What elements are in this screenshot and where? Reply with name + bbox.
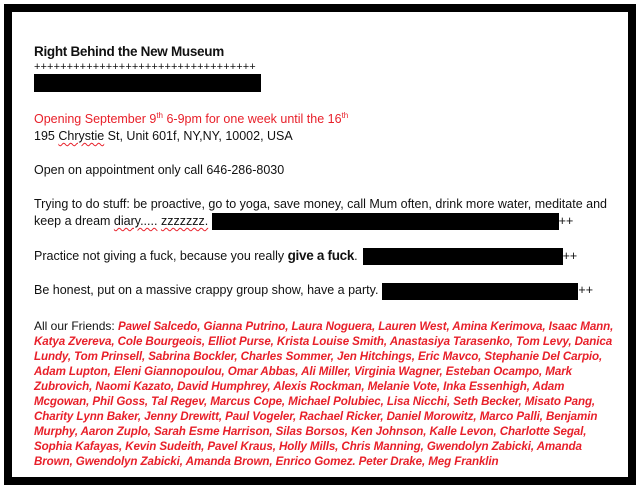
opening-ordinal-2: th [341,110,349,120]
plus-separator: ++++++++++++++++++++++++++++++++++ [34,61,256,73]
trying-text: Trying to do stuff: be proactive, go to yoga, save money, call Mum often, drink more water, meditate and keep a dream [34,197,607,228]
address-line [34,128,614,145]
honest-trail: ++ [578,283,594,298]
trying-paragraph [34,196,614,230]
redaction-bar-trying [212,213,559,230]
redaction-bar-top [34,74,261,92]
honest-line [34,282,614,299]
address-street: Chrystie [58,129,105,143]
redaction-bar-honest [382,283,578,300]
friends-names: Pawel Salcedo, Gianna Putrino, Laura Noguera, Lauren West, Amina Kerimova, Isaac Mann, Katya Zvereva, Cole Bourgeois, Elliot Purse, Krista Louise Smith, Anastasiya Tarasenko, Tom Levy, Danica Lundy, Tom Prinsell, Sabrina Bockler, Charles Sommer, Jen Hitchings, Eric Mavco, Stephanie Del Carpio, Adam Lupton, Eleni Giannopoulou, Omar Abbas, Ali Miller, Virginia Wagner, Esteban Ocampo, Mark Zubrovich, Naomi Kazato, David Humphrey, Alexis Rockman, Melanie Vote, Inka Essenhigh, Adam Mcgowan, Phil Goss, Tal Regev, Marcus Cope, Michael Polubiec, Lisa Nicchi, Seth Becker, Misato Pang, Charity Lynn Baker, Jenny Drewitt, Paul Vogeler, Rachael Ricker, Daniel Morowitz, Marco Palli, Benjamin Murphy, Aaron Zuplo, Sarah Esme Harrison, Silas Borsos, Ken Johnson, Kalle Levon, Charlotte Segal, Sophia Kafayas, Kevin Sudeith, Pavel Kraus, Holly Mills, Chris Manning, Gwendolyn Zabicki, Amanda Brown, Gwendolyn Zabicki, Amanda Brown, Enrico Gomez. Peter Drake, Meg Franklin [34,319,614,468]
trying-trail: ++ [558,214,574,228]
practice-trail: ++ [562,249,578,264]
practice-period: . [354,249,358,264]
opening-ordinal-1: th [156,110,163,120]
practice-bold: give a fuck [287,248,355,264]
opening-line [34,111,614,128]
address-prefix: 195 [34,129,59,143]
practice-text: Practice not giving a fuck, because you really [34,249,288,264]
appointment-line: Open on appointment only call 646-286-8030 [34,163,285,177]
honest-text: Be honest, put on a massive crappy group show, have a party. [34,283,379,298]
document-frame [4,4,636,485]
practice-line [34,247,614,265]
trying-zz: zzzzzzz. [160,214,209,228]
opening-middle: 6-9pm for one week until the 16 [162,112,342,126]
document-title: Right Behind the New Museum [34,44,224,59]
address-rest: St, Unit 601f, NY,NY, 10002, USA [104,129,293,143]
friends-label: All our Friends: [34,318,119,333]
document-content [34,44,614,469]
opening-prefix: Opening September 9 [34,112,157,126]
friends-paragraph [34,319,614,469]
redaction-bar-practice [363,248,563,265]
trying-diary: diary..... [113,214,158,228]
